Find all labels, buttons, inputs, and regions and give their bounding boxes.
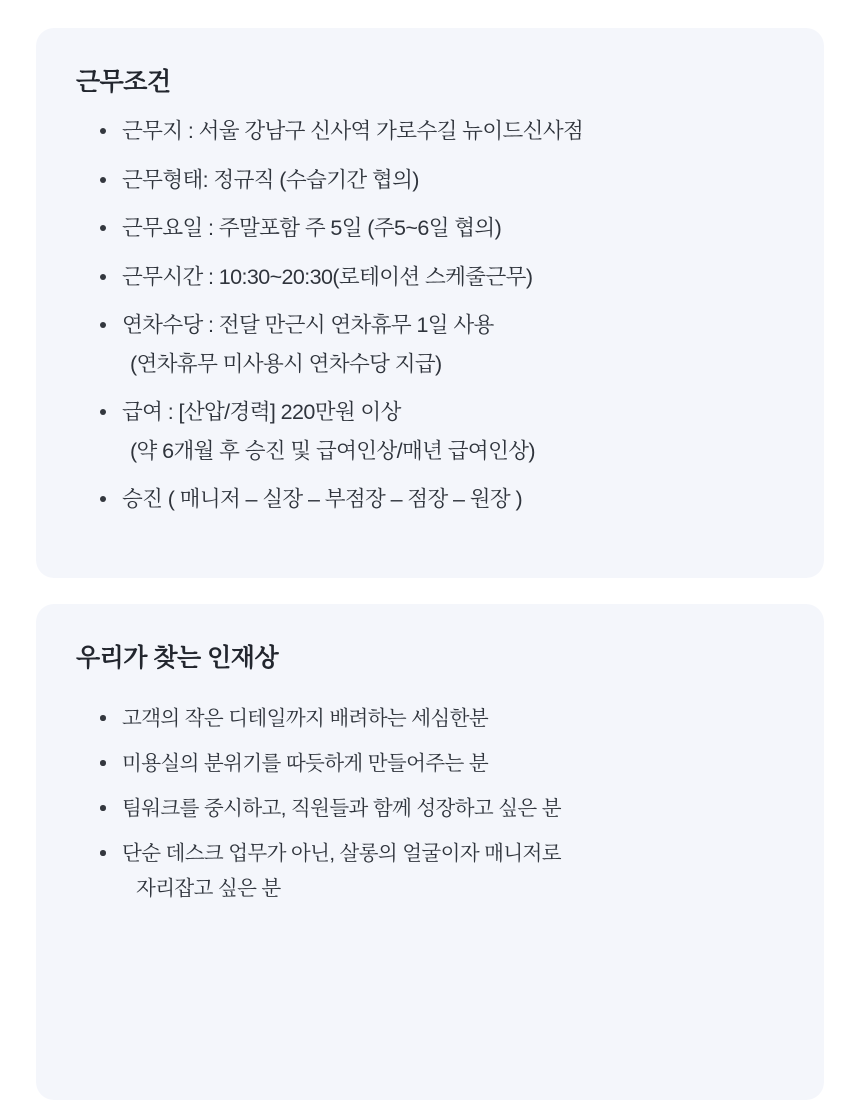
- list-item: [94, 704, 794, 733]
- list-item-text: 미용실의 분위기를 따듯하게 만들어주는 분: [122, 752, 489, 776]
- list-item-text: 고객의 작은 디테일까지 배려하는 세심한분: [122, 707, 489, 730]
- work-conditions-card: [36, 28, 824, 578]
- list-item-text: 단순 데스크 업무가 아닌, 살롱의 얼굴이자 매니저로: [122, 842, 561, 866]
- list-item-subtext: 자리잡고 싶은 분: [136, 877, 281, 901]
- list-item-text: 급여 : [산압/경력] 220만원 이상: [122, 400, 401, 425]
- list-item: [94, 794, 794, 823]
- work-conditions-list: [66, 116, 794, 515]
- work-conditions-title: 근무조건: [76, 68, 171, 96]
- list-item-text: 근무요일 : 주말포함 주 5일 (주5~6일 협의): [122, 216, 502, 241]
- list-item-subtext: (약 6개월 후 승진 및 급여인상/매년 급여인상): [130, 438, 535, 463]
- list-item-text: 승진 ( 매니저 – 실장 – 부점장 – 점장 – 원장 ): [122, 487, 523, 512]
- ideal-candidate-card: [36, 604, 824, 1100]
- list-item-text: 연차수당 : 전달 만근시 연차휴무 1일 사용: [122, 313, 494, 338]
- list-item: [94, 165, 794, 196]
- list-item: [94, 484, 794, 515]
- list-item-subtext: (연차휴무 미사용시 연차수당 지급): [130, 351, 442, 376]
- ideal-candidate-title: 우리가 찾는 인재상: [76, 644, 279, 672]
- list-item-text: 근무지 : 서울 강남구 신사역 가로수길 뉴이드신사점: [122, 119, 584, 143]
- list-item: [94, 116, 794, 147]
- list-item-text: 근무시간 : 10:30~20:30(로테이션 스케줄근무): [122, 264, 533, 289]
- list-item: [94, 397, 794, 466]
- list-item-text: 팀워크를 중시하고, 직원들과 함께 성장하고 싶은 분: [122, 797, 561, 821]
- list-item: [94, 839, 794, 903]
- list-item: [94, 310, 794, 379]
- list-item-text: 근무형태: 정규직 (수습기간 협의): [122, 167, 419, 192]
- list-item: [94, 749, 794, 778]
- ideal-candidate-list: [66, 704, 794, 904]
- list-item: [94, 262, 794, 293]
- list-item: [94, 213, 794, 244]
